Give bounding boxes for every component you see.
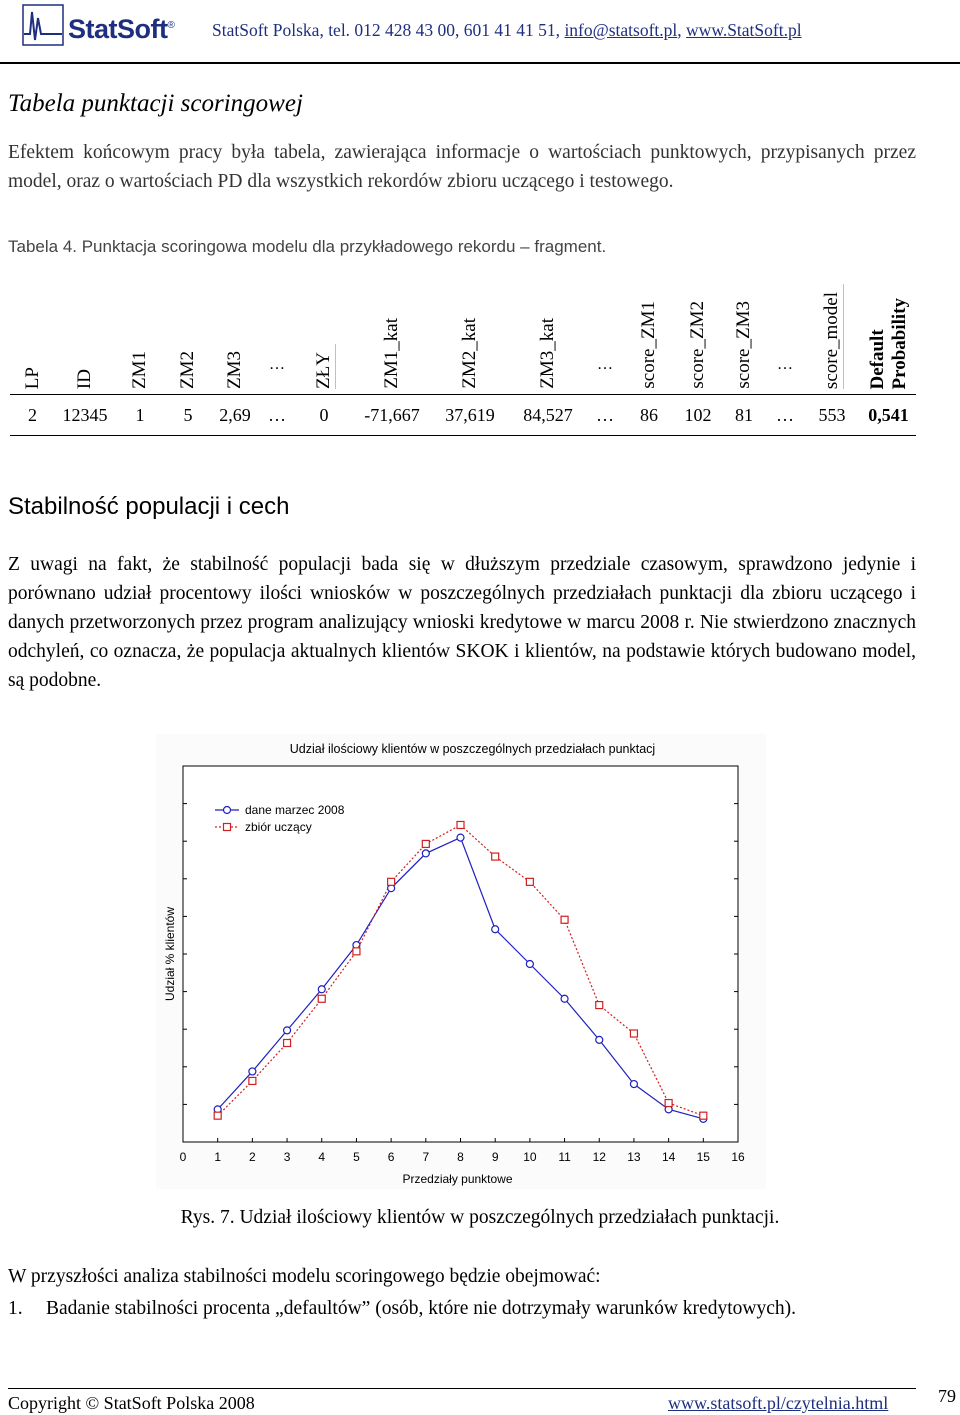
header-label: Default Probability xyxy=(866,297,910,389)
data-point-circle xyxy=(596,1036,603,1043)
data-point-circle xyxy=(630,1081,637,1088)
intro-paragraph: Efektem końcowym pracy była tabela, zawierająca informacje o wartościach punktowych, przypisanych przez model, oraz o wartościach PD dla wszystkich rekordów zbioru uczącego i testowego. xyxy=(8,142,916,192)
header-label: ID xyxy=(74,368,95,389)
score-table-data-row xyxy=(10,395,916,436)
header-separator: , xyxy=(677,20,687,40)
footer-link[interactable]: www.statsoft.pl/czytelnia.html xyxy=(668,1393,889,1413)
list-item xyxy=(8,1294,916,1323)
data-point-square xyxy=(422,840,429,847)
header-contact xyxy=(212,20,802,41)
header-label: ZM2_kat xyxy=(459,318,480,389)
x-tick-label: 12 xyxy=(592,1150,606,1164)
section-heading: Tabela punktacji scoringowej xyxy=(8,90,303,117)
header-label: ZM1_kat xyxy=(381,318,402,389)
data-point-circle xyxy=(318,986,325,993)
chart-svg xyxy=(156,734,766,1189)
table-cell: 12345 xyxy=(55,395,115,436)
table-cell: 37,619 xyxy=(431,395,509,436)
header-site-link[interactable]: www.StatSoft.pl xyxy=(686,20,802,40)
table-cell: 81 xyxy=(721,395,767,436)
data-point-square xyxy=(665,1100,672,1107)
list-item-number: 1. xyxy=(8,1298,23,1319)
chart-title: Udział ilościowy klientów w poszczególnych przedziałach punktacj xyxy=(289,742,656,756)
stability-paragraph: Z uwagi na fakt, że stabilność populacji bada się w dłuższym przedziale czasowym, sprawdzono jedynie i porównano udział procentowy ilości wniosków w poszczególnych przedziałach punktacji dla zbioru uczącego i danych przetworzonych przez program analizujący wnioski kredytowe w marcu 2008 r. Nie stwierdzono znacznych odchyleń, co oznacza, że populacja aktualnych klientów SKOK i klientów, na podstawie których budowano model, są podobne. xyxy=(8,554,916,691)
data-point-square xyxy=(388,878,395,885)
future-paragraph: W przyszłości analiza stabilności modelu scoringowego będzie obejmować: xyxy=(8,1266,601,1287)
header-label: score_ZM2 xyxy=(687,301,708,389)
statsoft-logo-icon xyxy=(22,4,64,46)
data-point-square xyxy=(561,916,568,923)
table-header-cell xyxy=(295,268,353,395)
table-cell: 2 xyxy=(10,395,55,436)
table-header-cell xyxy=(509,268,587,395)
data-point-square xyxy=(214,1112,221,1119)
header-rule xyxy=(0,62,960,64)
header-label: LP xyxy=(21,366,43,389)
header-label: ZM1 xyxy=(129,351,150,389)
x-tick-label: 14 xyxy=(661,1150,676,1164)
page-number: 79 xyxy=(938,1386,956,1406)
x-tick-label: 5 xyxy=(353,1150,360,1164)
data-point-square xyxy=(284,1040,291,1047)
x-tick-label: 11 xyxy=(558,1150,571,1164)
data-point-square xyxy=(526,878,533,885)
x-tick-label: 15 xyxy=(696,1150,710,1164)
data-point-circle xyxy=(422,850,429,857)
stability-chart xyxy=(156,734,766,1189)
header-label: ZM2 xyxy=(177,351,198,389)
footer-rule xyxy=(8,1388,916,1389)
data-point-circle xyxy=(561,995,568,1002)
table-header-cell xyxy=(115,268,165,395)
data-point-circle xyxy=(492,926,499,933)
list-item-text: Badanie stabilności procenta „defaultów” (osób, które nie dotrzymały warunków kredytowych). xyxy=(46,1298,796,1319)
x-tick-label: 4 xyxy=(318,1150,326,1164)
data-point-circle xyxy=(457,834,464,841)
x-tick-label: 16 xyxy=(731,1150,745,1164)
x-tick-label: 9 xyxy=(491,1150,499,1164)
data-point-circle xyxy=(249,1068,256,1075)
table-cell: 0,541 xyxy=(861,395,916,436)
table-header-cell xyxy=(55,268,115,395)
table-header-cell xyxy=(10,268,55,395)
header-email-link[interactable]: info@statsoft.pl xyxy=(564,20,678,40)
stability-heading: Stabilność populacji i cech xyxy=(8,493,290,520)
figure-caption: Rys. 7. Udział ilościowy klientów w poszczególnych przedziałach punktacji. xyxy=(180,1207,780,1228)
x-tick-label: 1 xyxy=(214,1150,222,1164)
data-point-circle xyxy=(284,1027,291,1034)
legend-marker xyxy=(224,807,231,814)
table-cell: … xyxy=(587,395,623,436)
x-tick-label: 8 xyxy=(457,1150,464,1164)
header-label: ZM3 xyxy=(224,351,245,389)
table-header-cell xyxy=(587,268,623,395)
x-tick-label: 13 xyxy=(627,1150,641,1164)
table-cell: 86 xyxy=(623,395,675,436)
table-header-cell xyxy=(675,268,721,395)
header-label: score_ZM3 xyxy=(733,301,754,389)
x-tick-label: 10 xyxy=(523,1150,537,1164)
table-cell: … xyxy=(767,395,803,436)
header-label: ZŁY xyxy=(313,344,336,389)
table-cell: 1 xyxy=(115,395,165,436)
header-label: score_model xyxy=(821,284,844,389)
table-cell: 553 xyxy=(803,395,861,436)
statsoft-logo-text: StatSoft® xyxy=(68,14,175,44)
legend-label: dane marzec 2008 xyxy=(245,803,345,817)
ellipsis-header: … xyxy=(269,356,285,373)
data-point-square xyxy=(492,853,499,860)
table-header-cell xyxy=(721,268,767,395)
table-cell: 5 xyxy=(165,395,211,436)
y-axis-label: Udział % klientów xyxy=(163,906,177,1002)
data-point-square xyxy=(353,948,360,955)
x-axis-label: Przedziały punktowe xyxy=(402,1172,513,1186)
legend-marker xyxy=(224,824,231,831)
table-cell: … xyxy=(259,395,295,436)
table-header-cell xyxy=(803,268,861,395)
table-header-cell xyxy=(259,268,295,395)
table-header-cell xyxy=(211,268,259,395)
table-cell: 0 xyxy=(295,395,353,436)
header-label: score_ZM1 xyxy=(638,301,659,389)
table-header-cell xyxy=(767,268,803,395)
table-caption: Tabela 4. Punktacja scoringowa modelu dla przykładowego rekordu – fragment. xyxy=(8,237,607,256)
data-point-square xyxy=(457,821,464,828)
data-point-square xyxy=(596,1002,603,1009)
footer-copyright: Copyright © StatSoft Polska 2008 xyxy=(8,1393,255,1413)
table-cell: 84,527 xyxy=(509,395,587,436)
table-header-cell xyxy=(353,268,431,395)
table-header-cell xyxy=(623,268,675,395)
table-cell: 102 xyxy=(675,395,721,436)
data-point-square xyxy=(700,1112,707,1119)
data-point-circle xyxy=(526,961,533,968)
ellipsis-header: … xyxy=(777,356,793,373)
header-label: ZM3_kat xyxy=(537,318,558,389)
score-table xyxy=(10,268,916,436)
table-header-cell xyxy=(165,268,211,395)
x-tick-label: 7 xyxy=(422,1150,430,1164)
x-tick-label: 2 xyxy=(249,1150,256,1164)
x-tick-label: 3 xyxy=(283,1150,291,1164)
table-header-cell xyxy=(431,268,509,395)
data-point-square xyxy=(249,1077,256,1084)
table-cell: 2,69 xyxy=(211,395,259,436)
header-contact-text: StatSoft Polska, tel. 012 428 43 00, 601 41 41 51, xyxy=(212,20,565,40)
data-point-square xyxy=(318,995,325,1002)
x-tick-label: 0 xyxy=(179,1150,187,1164)
ellipsis-header: … xyxy=(597,356,613,373)
legend-label: zbiór uczący xyxy=(245,820,312,834)
table-header-cell xyxy=(861,268,916,395)
x-tick-label: 6 xyxy=(387,1150,395,1164)
data-point-square xyxy=(630,1030,637,1037)
score-table-header-row xyxy=(10,268,916,395)
table-cell: -71,667 xyxy=(353,395,431,436)
